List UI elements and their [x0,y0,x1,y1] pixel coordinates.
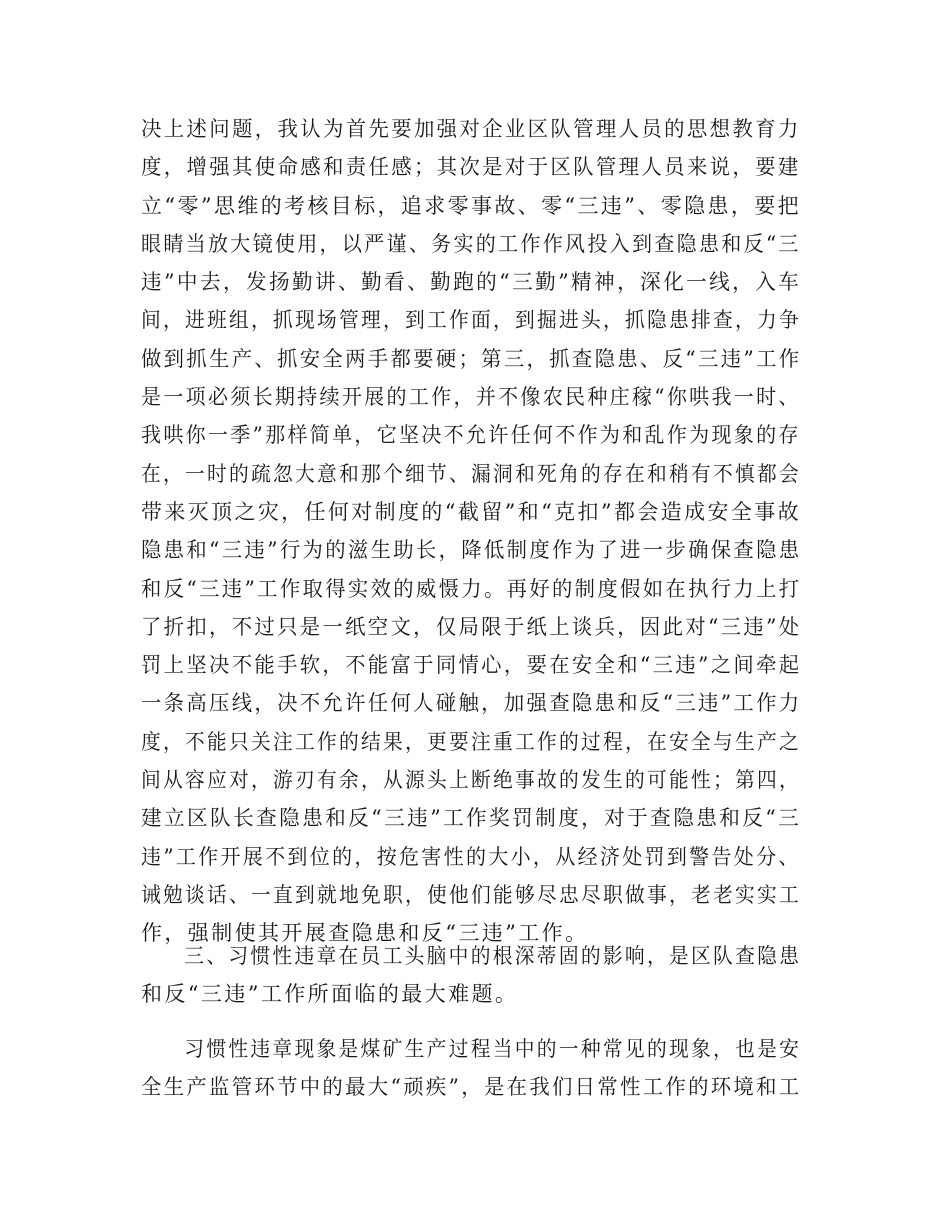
text-line: 是一项必须长期持续开展的工作，并不像农民种庄稼“你哄我一时、 [141,385,801,410]
text-line: 违”工作开展不到位的，按危害性的大小，从经济处罚到警告处分、 [141,844,801,869]
body-paragraph [141,1030,801,1107]
text-line: 度，增强其使命感和责任感；其次是对于区队管理人员来说，要建 [141,155,801,180]
text-line: 了折扣，不过只是一纸空文，仅局限于纸上谈兵，因此对“三违”处 [141,614,802,639]
text-line: 做到抓生产、抓安全两手都要硬；第三，抓查隐患、反“三违”工作 [141,346,802,371]
text-line: 立“零”思维的考核目标，追求零事故、零“三违”、零隐患，要把 [141,193,801,218]
text-line: 三、习惯性违章在员工头脑中的根深蒂固的影响，是区队查隐患 [184,944,802,968]
text-line: 作，强制使其开展查隐患和反“三违”工作。 [141,921,589,946]
text-line: 和反“三违”工作所面临的最大难题。 [141,982,519,1007]
text-line: 决上述问题，我认为首先要加强对企业区队管理人员的思想教育力 [141,117,801,141]
text-line: 度，不能只关注工作的结果，更要注重工作的过程，在安全与生产之 [141,729,801,754]
text-line: 带来灭顶之灾，任何对制度的“截留”和“克扣”都会造成安全事故 [141,499,801,524]
text-line: 我哄你一季”那样简单，它坚决不允许任何不作为和乱作为现象的存 [141,423,801,448]
text-line: 一条高压线，决不允许任何人碰触，加强查隐患和反“三违”工作力 [141,691,802,716]
section-heading-paragraph [141,937,801,1014]
text-line: 诫勉谈话、一直到就地免职，使他们能够尽忠尽职做事，老老实实工 [141,882,801,907]
text-line: 全生产监管环节中的最大“顽疾”，是在我们日常性工作的环境和工 [141,1075,802,1100]
text-line: 间从容应对，游刃有余，从源头上断绝事故的发生的可能性；第四， [141,768,801,793]
text-line: 隐患和“三违”行为的滋生助长，降低制度作为了进一步确保查隐患 [141,538,802,563]
text-line: 在，一时的疏忽大意和那个细节、漏洞和死角的存在和稍有不慎都会 [141,461,801,486]
text-line: 建立区队长查隐患和反“三违”工作奖罚制度，对于查隐患和反“三 [141,806,802,831]
text-line: 间，进班组，抓现场管理，到工作面，到掘进头，抓隐患排查，力争 [141,308,801,333]
text-line: 违”中去，发扬勤讲、勤看、勤跑的“三勤”精神，深化一线，入车 [141,270,802,295]
text-line: 罚上坚决不能手软，不能富于同情心，要在安全和“三违”之间牵起 [141,653,802,678]
text-line: 眼睛当放大镜使用，以严谨、务实的工作作风投入到查隐患和反“三 [141,231,801,256]
text-line: 和反“三违”工作取得实效的威慑力。再好的制度假如在执行力上打 [141,576,802,601]
text-line: 习惯性违章现象是煤矿生产过程当中的一种常见的现象，也是安 [184,1037,802,1061]
paragraph-continuation [141,110,801,953]
